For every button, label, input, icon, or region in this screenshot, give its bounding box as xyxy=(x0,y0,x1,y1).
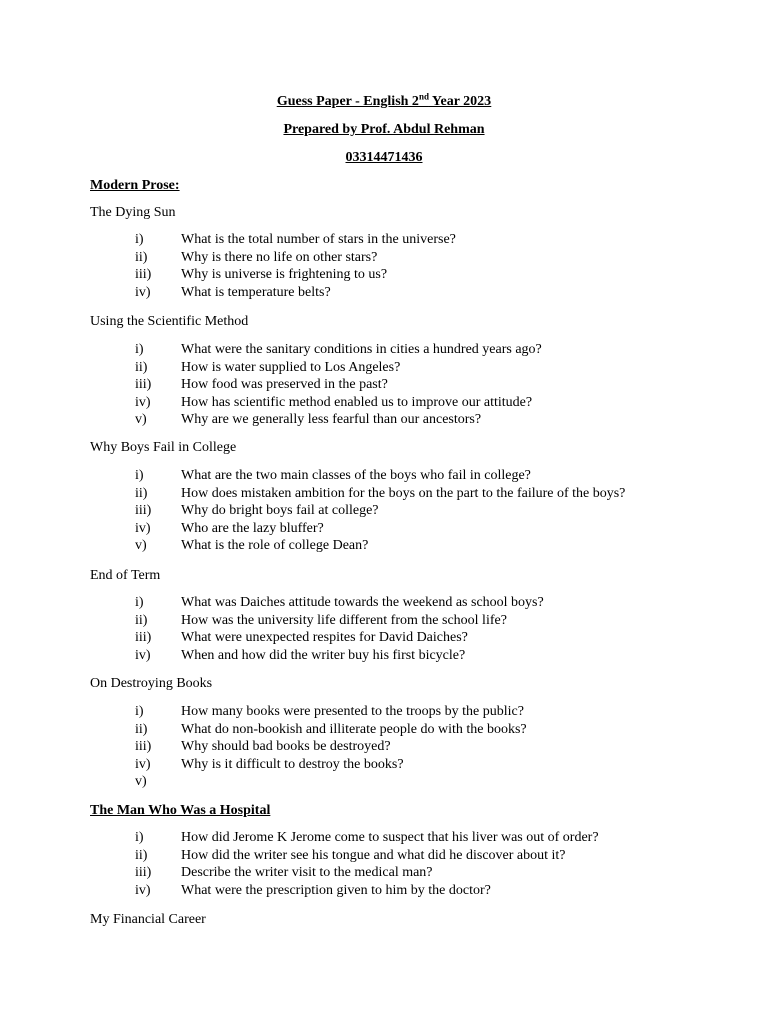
question-item xyxy=(0,864,768,882)
question-text: What is the total number of stars in the universe? xyxy=(181,232,456,247)
question-item xyxy=(0,411,768,429)
question-text: What are the two main classes of the boys who fail in college? xyxy=(181,468,531,483)
question-number: i) xyxy=(135,595,144,610)
question-text: How food was preserved in the past? xyxy=(181,377,388,393)
question-text: How many books were presented to the troops by the public? xyxy=(181,704,524,719)
question-text: Why is it difficult to destroy the books? xyxy=(181,756,404,772)
question-item xyxy=(0,341,768,359)
question-text: How has scientific method enabled us to improve our attitude? xyxy=(181,394,533,410)
question-item xyxy=(0,829,768,847)
question-list xyxy=(0,341,768,429)
question-number: i) xyxy=(135,232,144,247)
question-list xyxy=(0,467,768,555)
question-number: ii) xyxy=(135,485,148,501)
question-item xyxy=(0,882,768,900)
author-line xyxy=(0,121,768,139)
question-number: i) xyxy=(135,342,144,357)
question-number: i) xyxy=(135,468,144,483)
title-superscript: nd xyxy=(418,91,429,102)
question-text: Why is there no life on other stars? xyxy=(181,249,378,265)
question-text: Describe the writer visit to the medical man? xyxy=(181,865,433,881)
question-number: v) xyxy=(135,774,147,790)
question-list xyxy=(0,703,768,791)
question-item xyxy=(0,266,768,284)
question-item xyxy=(0,612,768,630)
question-item xyxy=(0,376,768,394)
question-number: ii) xyxy=(135,249,148,265)
section-title: Why Boys Fail in College xyxy=(90,440,237,455)
question-item xyxy=(0,847,768,865)
question-number: i) xyxy=(135,704,144,719)
question-text: Why is universe is frightening to us? xyxy=(181,267,388,283)
question-number: iv) xyxy=(135,520,151,536)
section-title: On Destroying Books xyxy=(90,676,213,691)
question-text: Who are the lazy bluffer? xyxy=(181,520,324,536)
question-item xyxy=(0,284,768,302)
question-number: iii) xyxy=(135,503,152,519)
question-item xyxy=(0,502,768,520)
question-item xyxy=(0,359,768,377)
question-item xyxy=(0,721,768,739)
question-text: When and how did the writer buy his first bicycle? xyxy=(181,647,466,663)
question-number: v) xyxy=(135,538,147,554)
question-item xyxy=(0,485,768,503)
section-title: Using the Scientific Method xyxy=(90,314,249,329)
question-number: iii) xyxy=(135,630,152,646)
question-number: iii) xyxy=(135,267,152,283)
question-text: How was the university life different from the school life? xyxy=(181,612,507,628)
title-prefix: Guess Paper - English 2 xyxy=(276,94,419,109)
question-text: How did the writer see his tongue and what did he discover about it? xyxy=(181,847,566,863)
question-item xyxy=(0,647,768,665)
phone-line xyxy=(0,149,768,167)
question-number: iii) xyxy=(135,865,152,881)
question-number: ii) xyxy=(135,359,148,375)
page-title-text xyxy=(276,91,492,109)
question-number: iii) xyxy=(135,739,152,755)
question-number: ii) xyxy=(135,612,148,628)
question-item xyxy=(0,537,768,555)
author-text: Prepared by Prof. Abdul Rehman xyxy=(283,122,485,137)
question-text: What was Daiches attitude towards the weekend as school boys? xyxy=(181,595,544,610)
modern-prose-heading: Modern Prose: xyxy=(90,178,180,193)
phone-text: 03314471436 xyxy=(345,150,423,165)
question-text: Why do bright boys fail at college? xyxy=(181,503,379,519)
question-number: ii) xyxy=(135,721,148,737)
question-text: What were unexpected respites for David Daiches? xyxy=(181,630,468,646)
section-title: My Financial Career xyxy=(90,912,206,927)
question-number: iv) xyxy=(135,882,151,898)
question-number: ii) xyxy=(135,847,148,863)
section-title: The Man Who Was a Hospital xyxy=(90,803,271,818)
question-text: How is water supplied to Los Angeles? xyxy=(181,359,401,375)
question-item xyxy=(0,594,768,612)
question-item xyxy=(0,703,768,721)
question-number: i) xyxy=(135,830,144,845)
question-number: iv) xyxy=(135,647,151,663)
question-number: iv) xyxy=(135,756,151,772)
title-suffix: Year 2023 xyxy=(428,94,492,109)
question-number: iv) xyxy=(135,394,151,410)
question-item xyxy=(0,231,768,249)
question-text: How does mistaken ambition for the boys on the part to the failure of the boys? xyxy=(181,485,626,501)
question-list xyxy=(0,594,768,664)
section-title: End of Term xyxy=(90,568,161,583)
question-text: What is temperature belts? xyxy=(181,284,331,300)
question-item xyxy=(0,773,768,791)
question-text: What do non-bookish and illiterate people do with the books? xyxy=(181,721,527,737)
question-list xyxy=(0,829,768,899)
question-number: iii) xyxy=(135,377,152,393)
section-title: The Dying Sun xyxy=(90,205,176,220)
question-text: Why should bad books be destroyed? xyxy=(181,739,391,755)
question-text: What were the sanitary conditions in cities a hundred years ago? xyxy=(181,342,542,357)
question-text: What is the role of college Dean? xyxy=(181,538,369,554)
question-item xyxy=(0,394,768,412)
question-item xyxy=(0,467,768,485)
page-title xyxy=(0,93,768,111)
question-text: Why are we generally less fearful than our ancestors? xyxy=(181,412,482,428)
question-item xyxy=(0,249,768,267)
question-number: iv) xyxy=(135,284,151,300)
question-text: How did Jerome K Jerome come to suspect that his liver was out of order? xyxy=(181,830,599,845)
question-item xyxy=(0,738,768,756)
question-text: What were the prescription given to him by the doctor? xyxy=(181,882,491,898)
question-number: v) xyxy=(135,412,147,428)
question-item xyxy=(0,629,768,647)
question-item xyxy=(0,520,768,538)
question-list xyxy=(0,231,768,301)
question-item xyxy=(0,756,768,774)
